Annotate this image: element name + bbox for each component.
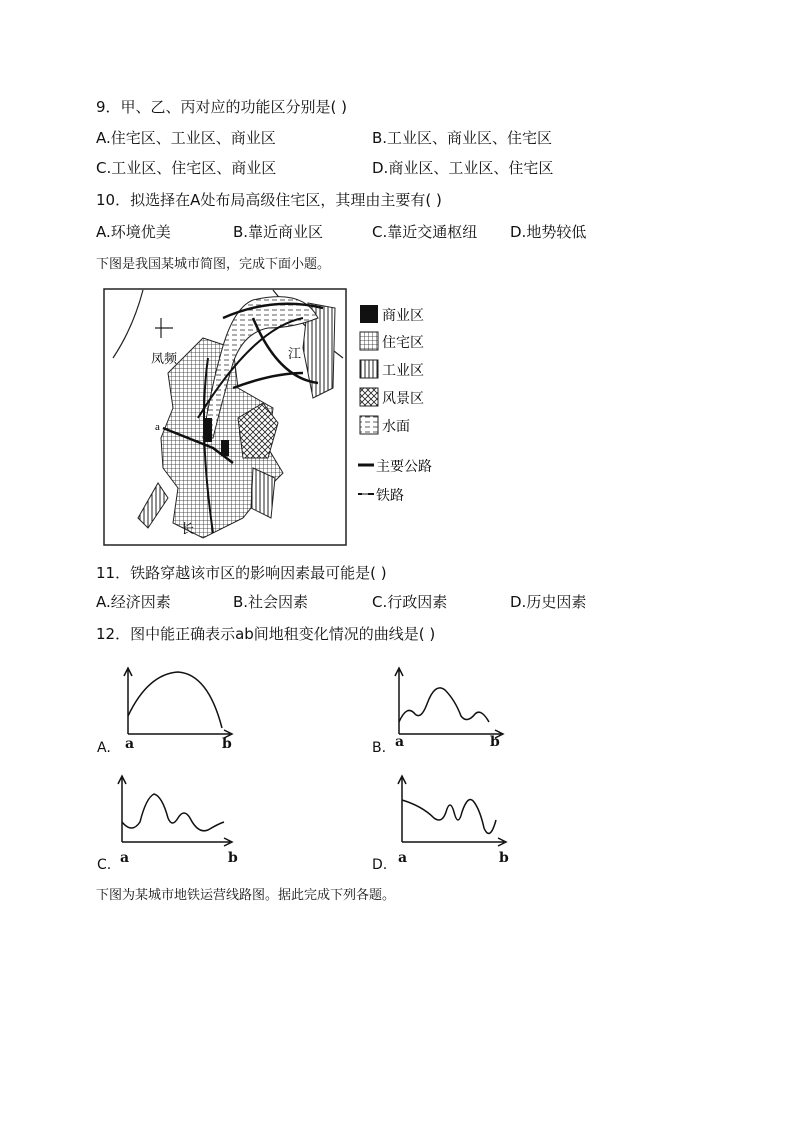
q10-option-b: B.靠近商业区 [233, 223, 324, 241]
legend-swatch-water [360, 416, 378, 434]
q11-option-a: A.经济因素 [96, 593, 171, 611]
legend-label-road: 主要公路 [376, 460, 432, 475]
curve-b-axis-b: b [490, 734, 500, 750]
q9-stem: 9．甲、乙、丙对应的功能区分别是( ) [96, 98, 348, 116]
curve-a-axis-a: a [125, 736, 135, 752]
legend-label-scenic: 风景区 [382, 392, 424, 407]
map-legend [356, 300, 436, 510]
curve-c-axis-a: a [120, 850, 130, 866]
q9-option-a: A.住宅区、工业区、商业区 [96, 129, 276, 147]
q9-option-d: D.商业区、工业区、住宅区 [372, 159, 554, 177]
q11-stem: 11．铁路穿越该市区的影响因素最可能是( ) [96, 564, 387, 582]
curve-a-label: A. [97, 740, 111, 756]
curve-d-axis-b: b [499, 850, 509, 866]
map-label-jiang: 江 [288, 346, 302, 361]
intro-subway-map: 下图为某城市地铁运营线路图。据此完成下列各题。 [96, 888, 396, 903]
legend-label-railway: 铁路 [376, 489, 404, 504]
q11-option-c: C.行政因素 [372, 593, 448, 611]
q12-stem: 12．图中能正确表示ab间地租变化情况的曲线是( ) [96, 625, 436, 643]
curve-d-label: D. [372, 857, 388, 873]
curve-a-axis-b: b [222, 736, 232, 752]
curve-b-label: B. [372, 740, 387, 756]
q9-option-b: B.工业区、商业区、住宅区 [372, 129, 553, 147]
curve-d-axis-a: a [398, 850, 408, 866]
curve-d [392, 772, 512, 852]
legend-label-water: 水面 [382, 420, 410, 435]
q9-option-c: C.工业区、住宅区、商业区 [96, 159, 277, 177]
q10-option-d: D.地势较低 [510, 223, 587, 241]
city-map [103, 288, 347, 546]
curve-b [389, 664, 509, 744]
curve-c-axis-b: b [228, 850, 238, 866]
curve-c [112, 772, 237, 852]
legend-label-commercial: 商业区 [382, 309, 424, 324]
legend-swatch-scenic [360, 388, 378, 406]
q11-option-b: B.社会因素 [233, 593, 309, 611]
q10-option-c: C.靠近交通枢纽 [372, 223, 478, 241]
q10-stem: 10．拟选择在A处布局高级住宅区，其理由主要有( ) [96, 191, 442, 209]
curve-b-axis-a: a [395, 734, 405, 750]
map-label-a: a [155, 421, 160, 433]
legend-swatch-industrial [360, 360, 378, 378]
legend-swatch-commercial [360, 305, 378, 323]
map-label-fengpin: 凤频 [151, 351, 178, 366]
intro-city-map: 下图是我国某城市简图，完成下面小题。 [96, 257, 331, 272]
curve-c-label: C. [97, 857, 112, 873]
curve-a [118, 664, 238, 744]
legend-label-industrial: 工业区 [382, 364, 424, 379]
legend-swatch-residential [360, 332, 378, 350]
legend-label-residential: 住宅区 [382, 336, 424, 351]
q11-option-d: D.历史因素 [510, 593, 587, 611]
q10-option-a: A.环境优美 [96, 223, 171, 241]
map-label-chang: 长 [181, 521, 195, 536]
